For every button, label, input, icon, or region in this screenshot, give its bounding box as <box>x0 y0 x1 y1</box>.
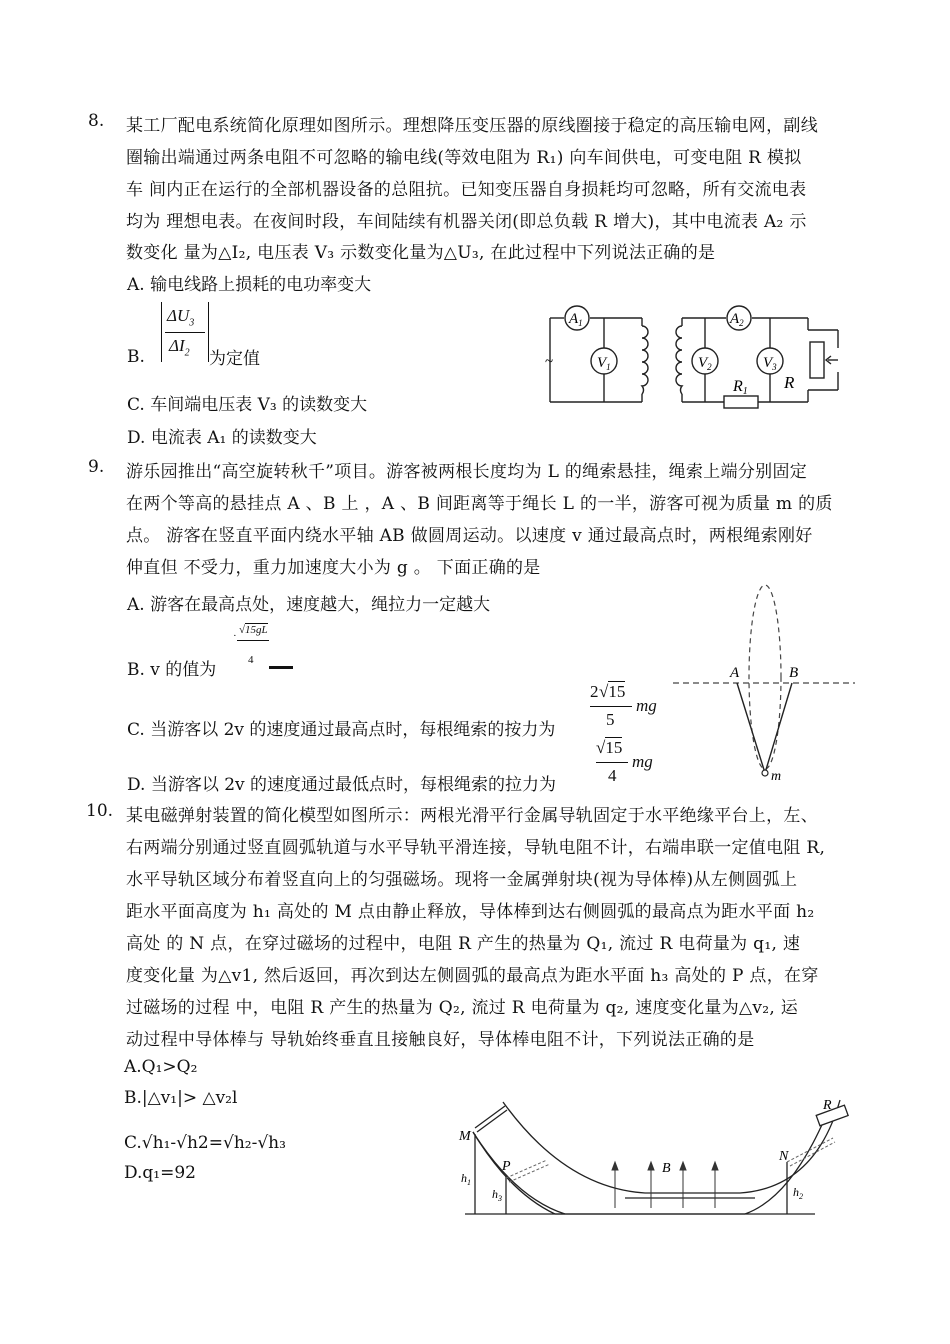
q8-frac-num: $\Delta U_3$ <box>167 306 195 329</box>
q9-option-b <box>127 655 216 680</box>
q9-line-2: 在两个等高的悬挂点 A 、B 上 ，A 、B 间距离等于绳长 L 的一半，游客可视为质量 m 的质 <box>126 494 833 514</box>
q10-line-5: 高处 的 N 点，在穿过磁场的过程中，电阻 R 产生的热量为 Q₁, 流过 R 电荷量为 q₁, 速 <box>126 934 801 954</box>
q10-number: 10. <box>86 801 114 821</box>
resistor-r-label: R <box>823 1098 832 1113</box>
q8-number: 8. <box>88 111 105 131</box>
q8-option-a: A. 输电线路上损耗的电功率变大 <box>127 275 372 295</box>
point-b-label: B <box>789 665 799 681</box>
q9-option-a: A. 游客在最高点处，速度越大，绳拉力一定越大 <box>127 595 491 615</box>
q10-line-2: 右两端分别通过竖直圆弧轨道与水平导轨平滑连接，导轨电阻不计，右端串联一定值电阻 R, <box>126 838 826 858</box>
ammeter-a1-label: $A_1$ <box>569 311 583 328</box>
q9-line-4: 伸直但 不受力，重力加速度大小为 g 。 下面正确的是 <box>126 558 541 578</box>
q8-line-4: 均为 理想电表。在夜间时段，车间陆续有机器关闭(即总负载 R 增大)，其中电流表 A₂ 示 <box>126 212 807 232</box>
q10-option-c: C.√h₁-√h2=√h₂-√h₃ <box>124 1133 286 1153</box>
height-h2-label: $h_2$ <box>793 1185 803 1201</box>
voltmeter-v3-label: $V_3$ <box>763 355 777 372</box>
q9-line-3: 点。 游客在竖直平面内绕水平轴 AB 做圆周运动。以速度 v 通过最高点时，两根绳索刚好 <box>126 526 813 546</box>
q10-option-d: D.q₁=92 <box>124 1163 197 1183</box>
q8-option-d: D. 电流表 A₁ 的读数变大 <box>127 428 317 448</box>
resistor-r-label: R <box>784 373 795 392</box>
point-p-label: P <box>502 1159 511 1174</box>
field-b-label: B <box>662 1161 671 1176</box>
ammeter-a2-label: $A_2$ <box>730 311 744 328</box>
q10-option-a: A.Q₁>Q₂ <box>124 1057 198 1077</box>
voltmeter-v2-label: $V_2$ <box>698 355 712 372</box>
q10-line-6: 度变化量 为△v1, 然后返回，再次到达左侧圆弧的最高点为距水平面 h₃ 高处的 P 点，在穿 <box>126 966 819 986</box>
q10-line-4: 距水平面高度为 h₁ 高处的 M 点由静止释放，导体棒到达右侧圆弧的最高点为距水平面 h₂ <box>126 902 815 922</box>
resistor-r1-label: R1 <box>733 378 748 397</box>
q8-line-5: 数变化 量为△I₂, 电压表 V₃ 示数变化量为△U₃, 在此过程中下列说法正确的是 <box>126 243 716 263</box>
q8-line-2: 圈输出端通过两条电阻不可忽略的输电线(等效电阻为 R₁) 向车间供电，可变电阻 R 模拟 <box>126 148 802 168</box>
q10-rail-diagram <box>455 1098 855 1222</box>
q9-swing-diagram <box>665 582 865 782</box>
point-a-label: A <box>730 665 740 681</box>
q10-line-3: 水平导轨区域分布着竖直向上的匀强磁场。现将一金属弹射块(视为导体棒)从左侧圆弧上 <box>126 870 798 890</box>
q8-option-c: C. 车间端电压表 V₃ 的读数变大 <box>127 395 368 415</box>
q8-frac-bar <box>165 332 205 333</box>
q8-option-b-tail: 为定值 <box>209 349 260 369</box>
q9-number: 9. <box>88 457 105 477</box>
point-m-label: M <box>459 1129 471 1144</box>
ac-source-symbol: ~ <box>545 354 554 370</box>
q9-b-mark <box>269 666 293 669</box>
q9-option-c: C. 当游客以 2v 的速度通过最高点时，每根绳索的按力为 <box>127 720 556 740</box>
q10-line-8: 动过程中导体棒与 导轨始终垂直且接触良好，导体棒电阻不计，下列说法正确的是 <box>126 1030 755 1050</box>
q9-b-root: √15gL <box>239 624 268 636</box>
point-n-label: N <box>779 1149 789 1164</box>
q8-line-1: 某工厂配电系统简化原理如图所示。理想降压变压器的原线圈接于稳定的高压输电网，副线 <box>126 116 818 136</box>
q8-line-3: 车 间内正在运行的全部机器设备的总阻抗。已知变压器自身损耗均可忽略，所有交流电表 <box>126 180 807 200</box>
q10-line-7: 过磁场的过程 中，电阻 R 产生的热量为 Q₂, 流过 R 电荷量为 q₂, 速度变化量为△v₂, 运 <box>126 998 799 1018</box>
q10-option-b: B.|△v₁|> △v₂l <box>124 1088 238 1108</box>
height-h3-label: $h_3$ <box>492 1187 502 1203</box>
mass-m-label: m <box>771 769 782 782</box>
q8-circuit-diagram <box>540 300 860 412</box>
height-h1-label: $h_1$ <box>461 1171 471 1187</box>
q9-option-b-text: B. v 的值为 <box>127 660 217 680</box>
q9-b-den: 4 <box>248 654 254 666</box>
q9-option-d: D. 当游客以 2v 的速度通过最低点时，每根绳索的拉力为 <box>127 775 557 795</box>
q9-line-1: 游乐园推出“高空旋转秋千”项目。游客被两根长度均为 L 的绳索悬挂，绳索上端分别固定 <box>126 462 808 482</box>
q8-frac-den: $\Delta I_2$ <box>169 336 190 359</box>
voltmeter-v1-label: $V_1$ <box>597 355 611 372</box>
q8-option-b-label: B. <box>127 347 145 367</box>
q10-line-1: 某电磁弹射装置的简化模型如图所示：两根光滑平行金属导轨固定于水平绝缘平台上，左、 <box>126 806 818 826</box>
